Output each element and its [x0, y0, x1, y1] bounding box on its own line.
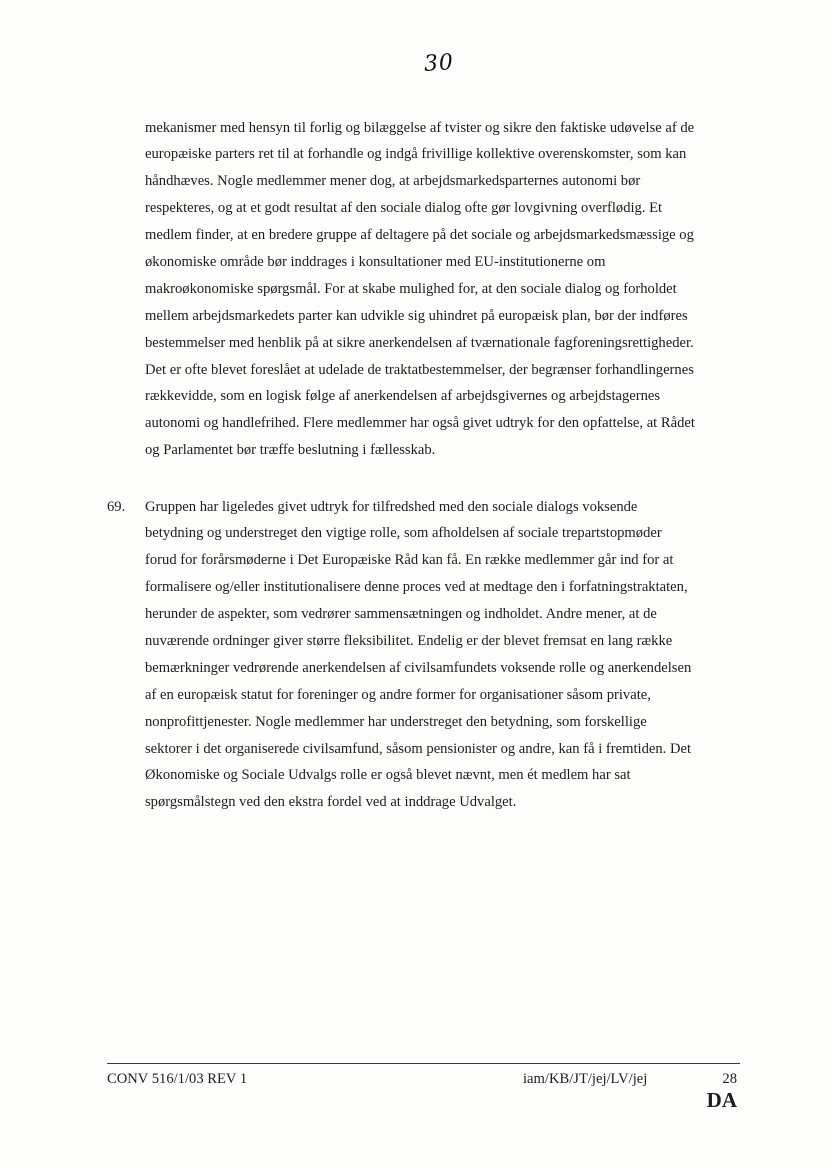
text-line: rækkevidde, som en logisk følge af anerkendelsen af arbejdsgivernes og arbejdstagernes: [145, 388, 661, 405]
text-line: medlem finder, at en bredere gruppe af deltagere på det sociale og arbejdsmarkedsmæssige og: [145, 227, 694, 244]
text-line: autonomi og handlefrihed. Flere medlemmer har også givet udtryk for den opfattelse, at Rådet: [145, 415, 695, 432]
text-line: mellem arbejdsmarkedets parter kan udvikle sig uhindret på europæisk plan, bør der indføres: [145, 307, 688, 324]
text-line: nuværende ordninger giver større fleksibilitet. Endelig er der blevet fremsat en lang række: [145, 632, 673, 649]
text-line: og Parlamentet bør træffe beslutning i fællesskab.: [145, 442, 436, 459]
text-line: af en europæisk statut for foreninger og andre former for organisationer såsom private,: [145, 686, 651, 703]
author-initials: iam/KB/JT/jej/LV/jej: [523, 1071, 648, 1087]
paragraph-69: [145, 494, 785, 817]
document-reference: CONV 516/1/03 REV 1: [107, 1071, 248, 1087]
text-line: sektorer i det organiserede civilsamfund, såsom pensionister og andre, kan få i fremtiden. Det: [145, 740, 692, 757]
text-line: makroøkonomiske spørgsmål. For at skabe mulighed for, at den sociale dialog og forholdet: [145, 280, 677, 297]
text-line: mekanismer med hensyn til forlig og bilæggelse af tvister og sikre den faktiske udøvelse af de: [145, 119, 695, 136]
text-line: bestemmelser med henblik på at sikre anerkendelsen af tværnationale fagforeningsrettigheder.: [145, 334, 694, 351]
page-number: 28: [722, 1071, 737, 1087]
text-line: herunder de aspekter, som vedrører sammensætningen og indholdet. Andre mener, at de: [145, 606, 657, 623]
text-line: håndhæves. Nogle medlemmer mener dog, at arbejdsmarkedsparternes autonomi bør: [145, 173, 641, 190]
text-line: europæiske parters ret til at forhandle og indgå frivillige kollektive overenskomster, som kan: [145, 146, 687, 163]
text-line: Økonomiske og Sociale Udvalgs rolle er også blevet nævnt, men ét medlem har sat: [145, 767, 631, 784]
text-line: Det er ofte blevet foreslået at udelade de traktatbestemmelser, der begrænser forhandlingernes: [145, 361, 694, 378]
text-line: formalisere og/eller institutionalisere denne proces ved at medtage den i forfatningstraktaten,: [145, 579, 688, 596]
text-line: bemærkninger vedrørende anerkendelsen af civilsamfundets voksende rolle og anerkendelsen: [145, 659, 692, 676]
text-line: betydning og understreget den vigtige rolle, som afholdelsen af sociale trepartstopmøder: [145, 525, 662, 542]
language-code: DA: [706, 1088, 737, 1112]
text-line: forud for forårsmøderne i Det Europæiske Råd kan få. En række medlemmer går ind for at: [145, 552, 674, 569]
text-line: økonomiske område bør inddrages i konsultationer med EU-institutionerne om: [145, 253, 606, 270]
footer-divider: [107, 1063, 740, 1064]
handwritten-page-number: 30: [423, 49, 455, 78]
text-line: nonprofittjenester. Nogle medlemmer har understreget den betydning, som forskellige: [145, 713, 647, 730]
paragraph-number: 69.: [107, 498, 126, 515]
text-line: Gruppen har ligeledes givet udtryk for tilfredshed med den sociale dialogs voksende: [145, 498, 638, 515]
text-line: respekteres, og at et godt resultat af den sociale dialog ofte gør lovgivning overflødig. Et: [145, 200, 663, 217]
text-line: spørgsmålstegn ved den ekstra fordel ved at inddrage Udvalget.: [145, 794, 517, 811]
paragraph-continuation: [145, 115, 785, 465]
